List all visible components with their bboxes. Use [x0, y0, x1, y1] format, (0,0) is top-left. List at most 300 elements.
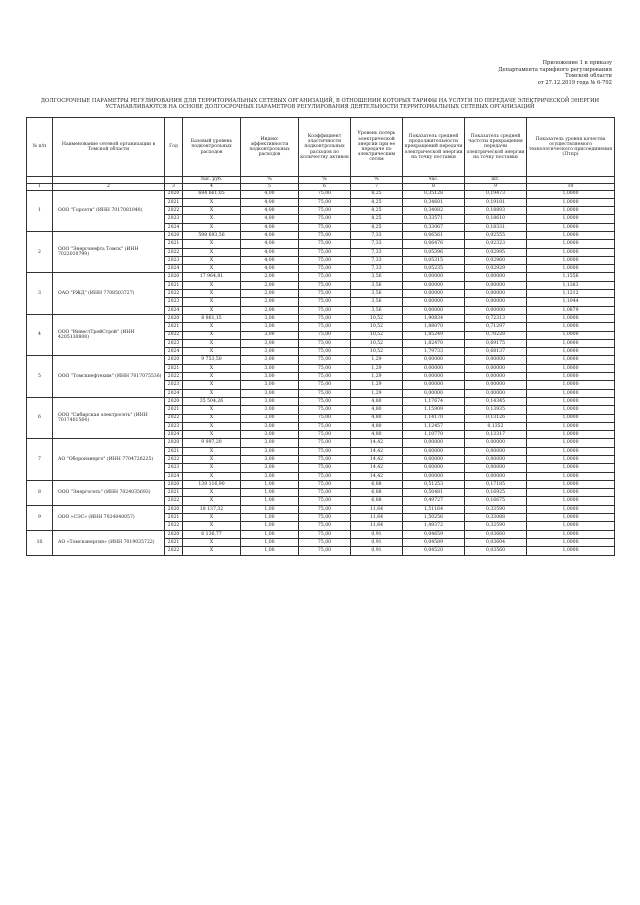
table-cell: 6,88: [351, 497, 403, 505]
table-cell: X: [183, 265, 241, 273]
table-cell: 1,0000: [527, 190, 615, 198]
table-cell: 4,00: [241, 207, 299, 215]
table-cell: 0,00000: [403, 389, 465, 397]
table-cell: 75,00: [299, 447, 351, 455]
table-cell: 2021: [165, 514, 183, 522]
table-cell: 2023: [165, 256, 183, 264]
table-cell: 7,33: [351, 240, 403, 248]
appendix-line-1: Приложение 1 к приказу: [542, 60, 612, 66]
table-cell: 75,00: [299, 497, 351, 505]
table-cell: 0,16675: [465, 497, 527, 505]
table-cell: 0,1352: [465, 422, 527, 430]
table-cell: 2020: [165, 505, 183, 513]
table-cell: X: [183, 414, 241, 422]
table-body: [27, 190, 615, 555]
table-cell: 75,00: [299, 223, 351, 231]
table-row: [27, 231, 615, 239]
table-cell: 2021: [165, 281, 183, 289]
table-cell: 2022: [165, 373, 183, 381]
table-cell: 3,56: [351, 290, 403, 298]
table-cell: 2022: [165, 248, 183, 256]
table-cell: 2020: [165, 480, 183, 488]
table-cell: 2023: [165, 339, 183, 347]
table-cell: 75,00: [299, 538, 351, 546]
table-cell: 1,0000: [527, 207, 615, 215]
table-cell: 2022: [165, 331, 183, 339]
table-cell: X: [183, 364, 241, 372]
table-cell: 3,00: [241, 406, 299, 414]
org-name-cell: ООО «СЭС» (ИНН 7024040057): [53, 505, 165, 530]
table-cell: X: [183, 472, 241, 480]
table-cell: 0,00000: [465, 447, 527, 455]
table-cell: 0,00000: [465, 389, 527, 397]
table-cell: 75,00: [299, 248, 351, 256]
unit-cell: %: [351, 177, 403, 184]
table-cell: X: [183, 456, 241, 464]
table-row: [27, 356, 615, 364]
table-cell: 75,00: [299, 422, 351, 430]
org-number-cell: 10: [27, 530, 53, 555]
table-cell: 1,12457: [403, 422, 465, 430]
table-cell: 1,88070: [403, 323, 465, 331]
table-cell: 0,00000: [403, 356, 465, 364]
table-cell: 4,00: [241, 231, 299, 239]
table-cell: 1,0000: [527, 331, 615, 339]
table-cell: 0,00000: [465, 356, 527, 364]
table-cell: 0,05396: [403, 248, 465, 256]
table-cell: 0,70228: [465, 331, 527, 339]
table-cell: X: [183, 290, 241, 298]
org-number-cell: 2: [27, 231, 53, 272]
title-line-2: УСТАНАВЛИВАЮТСЯ НА ОСНОВЕ ДОЛГОСРОЧНЫХ ПАРАМЕТРОВ РЕГУЛИРОВАНИЯ ДЕЯТЕЛЬНОСТИ ТЕРРИТОРИАЛЬНЫХ СЕТЕВЫХ ОРГАНИЗАЦИЙ: [105, 104, 535, 111]
table-cell: 2021: [165, 364, 183, 372]
table-cell: 2021: [165, 198, 183, 206]
table-cell: 1,1044: [527, 298, 615, 306]
table-cell: 75,00: [299, 265, 351, 273]
table-cell: 75,00: [299, 314, 351, 322]
table-cell: 75,00: [299, 431, 351, 439]
table-cell: 1,14170: [403, 414, 465, 422]
table-cell: 1,0000: [527, 397, 615, 405]
table-cell: 1,10770: [403, 431, 465, 439]
table-cell: 0,00000: [465, 306, 527, 314]
table-cell: 75,00: [299, 514, 351, 522]
table-cell: 2020: [165, 314, 183, 322]
table-cell: 0,72313: [465, 314, 527, 322]
table-cell: 2022: [165, 207, 183, 215]
table-cell: 3,00: [241, 381, 299, 389]
table-cell: 0,17185: [465, 480, 527, 488]
table-cell: X: [183, 514, 241, 522]
table-cell: 75,00: [299, 190, 351, 198]
table-cell: 1,0000: [527, 198, 615, 206]
table-cell: 14,42: [351, 447, 403, 455]
table-cell: 0,04659: [403, 530, 465, 538]
table-cell: 75,00: [299, 240, 351, 248]
table-cell: X: [183, 215, 241, 223]
table-cell: 1,0879: [527, 306, 615, 314]
table-cell: 0,49727: [403, 497, 465, 505]
table-cell: 75,00: [299, 522, 351, 530]
table-cell: 2024: [165, 223, 183, 231]
table-row: [27, 314, 615, 322]
table-cell: 75,00: [299, 406, 351, 414]
table-cell: 1,29: [351, 373, 403, 381]
unit-cell: [27, 177, 53, 184]
table-cell: 0,35128: [403, 190, 465, 198]
table-cell: 6 136,77: [183, 530, 241, 538]
title-line-1: ДОЛГОСРОЧНЫЕ ПАРАМЕТРЫ РЕГУЛИРОВАНИЯ ДЛЯ ТЕРРИТОРИАЛЬНЫХ СЕТЕВЫХ ОРГАНИЗАЦИЙ, В ОТНОШЕНИИ КОТОРЫХ ТАРИФЫ НА УСЛУГИ ПО ПЕРЕДАЧЕ ЭЛЕКТРИЧЕСКОЙ ЭНЕРГИИ: [40, 98, 600, 104]
table-cell: 75,00: [299, 397, 351, 405]
table-cell: 0,02929: [465, 265, 527, 273]
table-cell: 0,00000: [403, 472, 465, 480]
table-cell: 2020: [165, 190, 183, 198]
table-cell: 18 137,32: [183, 505, 241, 513]
column-number-cell: 3: [165, 184, 183, 191]
table-cell: 75,00: [299, 414, 351, 422]
appendix-line-4: от 27.12.2019 года № 6-792: [537, 79, 612, 86]
table-cell: 2,00: [241, 281, 299, 289]
table-cell: 0,00000: [403, 373, 465, 381]
table-cell: 0,00000: [403, 439, 465, 447]
table-cell: 598 693,56: [183, 231, 241, 239]
table-cell: 11,64: [351, 505, 403, 513]
table-cell: 0,14345: [465, 397, 527, 405]
table-cell: 1,1556: [527, 273, 615, 281]
table-cell: 10,52: [351, 348, 403, 356]
table-cell: 1,0000: [527, 447, 615, 455]
table-cell: 0,00000: [403, 456, 465, 464]
table-cell: 3,00: [241, 447, 299, 455]
table-cell: X: [183, 422, 241, 430]
table-cell: 3,56: [351, 273, 403, 281]
column-number-cell: 6: [299, 184, 351, 191]
table-cell: 0,00000: [465, 364, 527, 372]
table-cell: X: [183, 306, 241, 314]
table-cell: 0,00000: [403, 290, 465, 298]
table-cell: 1,0000: [527, 248, 615, 256]
table-cell: 0,00000: [403, 364, 465, 372]
table-cell: 2022: [165, 497, 183, 505]
table-cell: X: [183, 406, 241, 414]
table-cell: 2020: [165, 231, 183, 239]
table-cell: 0,00000: [465, 439, 527, 447]
table-cell: 0,02960: [465, 256, 527, 264]
table-cell: 1,0000: [527, 348, 615, 356]
table-cell: 3,00: [241, 356, 299, 364]
table-cell: 0,18610: [465, 215, 527, 223]
table-cell: 1,00: [241, 505, 299, 513]
table-cell: 0,05235: [403, 265, 465, 273]
table-cell: 1,15909: [403, 406, 465, 414]
table-cell: 9 753,50: [183, 356, 241, 364]
table-cell: 75,00: [299, 530, 351, 538]
org-name-cell: ООО "ИнвестТрейСтрой" (ИНН 4205130808): [53, 314, 165, 355]
table-cell: 0,00000: [403, 306, 465, 314]
table-cell: 4,80: [351, 414, 403, 422]
table-cell: 2020: [165, 530, 183, 538]
table-cell: 75,00: [299, 356, 351, 364]
table-cell: 75,00: [299, 215, 351, 223]
table-cell: 1,00: [241, 538, 299, 546]
table-cell: 4,00: [241, 198, 299, 206]
table-cell: 0,04520: [403, 547, 465, 555]
table-cell: 75,00: [299, 456, 351, 464]
org-name-cell: ОАО "РЖД" (ИНН 7708503727): [53, 273, 165, 314]
table-cell: 3,00: [241, 331, 299, 339]
table-cell: 3,56: [351, 281, 403, 289]
table-cell: 1,0000: [527, 514, 615, 522]
table-cell: 1,00: [241, 480, 299, 488]
table-cell: 1,0000: [527, 231, 615, 239]
appendix-line-3: Томской области: [565, 73, 612, 80]
table-cell: 0,18331: [465, 223, 527, 231]
table-cell: 2024: [165, 265, 183, 273]
table-cell: 1,0000: [527, 389, 615, 397]
table-cell: 0,34601: [403, 198, 465, 206]
table-cell: 1,49372: [403, 522, 465, 530]
table-cell: 1,0000: [527, 480, 615, 488]
table-cell: X: [183, 323, 241, 331]
column-number-cell: 9: [465, 184, 527, 191]
unit-cell: тыс. руб.: [183, 177, 241, 184]
table-cell: X: [183, 373, 241, 381]
table-cell: 75,00: [299, 439, 351, 447]
column-header: Показатель средней частоты прекращения передачи электрической энергии на точку поставки: [465, 118, 527, 177]
org-number-cell: 4: [27, 314, 53, 355]
table-cell: 4,80: [351, 397, 403, 405]
table-cell: 7,33: [351, 265, 403, 273]
table-cell: 0,00000: [465, 281, 527, 289]
org-number-cell: 9: [27, 505, 53, 530]
table-cell: 0,00000: [465, 273, 527, 281]
table-cell: 1,0000: [527, 489, 615, 497]
table-cell: 1,0000: [527, 456, 615, 464]
table-cell: 2023: [165, 464, 183, 472]
table-cell: 10,52: [351, 314, 403, 322]
unit-cell: %: [241, 177, 299, 184]
table-cell: 2023: [165, 215, 183, 223]
table-cell: 1,29: [351, 356, 403, 364]
table-cell: 3,00: [241, 456, 299, 464]
table-cell: 0,00000: [403, 298, 465, 306]
column-header: № п/п: [27, 118, 53, 177]
table-cell: 1,29: [351, 389, 403, 397]
table-cell: 2022: [165, 414, 183, 422]
table-cell: 75,00: [299, 281, 351, 289]
table-cell: 4,00: [241, 223, 299, 231]
table-cell: 0,69175: [465, 339, 527, 347]
table-row: [27, 505, 615, 513]
table-cell: 3,56: [351, 298, 403, 306]
table-cell: X: [183, 298, 241, 306]
table-cell: 17 964,81: [183, 273, 241, 281]
table-cell: X: [183, 256, 241, 264]
table-cell: 0,33571: [403, 215, 465, 223]
table-cell: 75,00: [299, 472, 351, 480]
table-cell: X: [183, 248, 241, 256]
table-cell: 75,00: [299, 231, 351, 239]
table-cell: 35 504,26: [183, 397, 241, 405]
table-cell: 2021: [165, 406, 183, 414]
table-cell: 75,00: [299, 505, 351, 513]
table-header-row: [27, 118, 615, 177]
org-name-cell: ООО "Энергонефть Томск" (ИНН 7022010799): [53, 231, 165, 272]
document-title: [26, 98, 614, 111]
table-cell: 1,29: [351, 381, 403, 389]
table-cell: 1,0000: [527, 215, 615, 223]
table-cell: 1,0000: [527, 530, 615, 538]
table-cell: 6,88: [351, 489, 403, 497]
org-number-cell: 8: [27, 480, 53, 505]
column-number-cell: 10: [527, 184, 615, 191]
appendix-note: [498, 60, 612, 86]
table-cell: 3,00: [241, 348, 299, 356]
table-cell: 75,00: [299, 207, 351, 215]
org-name-cell: АО "Оборонэнерго" (ИНН 7704726225): [53, 439, 165, 480]
table-cell: 3,00: [241, 414, 299, 422]
column-header: Год: [165, 118, 183, 177]
table-cell: 2021: [165, 538, 183, 546]
table-cell: X: [183, 538, 241, 546]
table-cell: 1,0000: [527, 547, 615, 555]
column-number-cell: 7: [351, 184, 403, 191]
table-cell: 0,06561: [403, 231, 465, 239]
table-cell: 0,00000: [403, 273, 465, 281]
table-cell: 75,00: [299, 339, 351, 347]
table-cell: X: [183, 489, 241, 497]
table-cell: 4,80: [351, 431, 403, 439]
table-cell: 0,71297: [465, 323, 527, 331]
column-number-cell: 5: [241, 184, 299, 191]
table-cell: 3,00: [241, 339, 299, 347]
table-cell: 10,52: [351, 323, 403, 331]
table-cell: 0,34082: [403, 207, 465, 215]
table-cell: 1,00: [241, 497, 299, 505]
table-cell: 3,00: [241, 364, 299, 372]
org-number-cell: 5: [27, 356, 53, 397]
table-cell: 139 116,90: [183, 480, 241, 488]
table-cell: 0,04589: [403, 538, 465, 546]
table-cell: 1,82470: [403, 339, 465, 347]
table-cell: 1,0000: [527, 431, 615, 439]
column-number-cell: 1: [27, 184, 53, 191]
table-cell: 3,00: [241, 373, 299, 381]
table-cell: 0,33067: [403, 223, 465, 231]
table-cell: 1,0000: [527, 373, 615, 381]
table-cell: 2023: [165, 422, 183, 430]
table-cell: 7,33: [351, 256, 403, 264]
org-name-cell: ООО "Сибирская электросеть" (ИНН 7017401564): [53, 397, 165, 438]
table-cell: 75,00: [299, 381, 351, 389]
table-cell: 4,00: [241, 256, 299, 264]
column-header: Уровень потерь электрической энергии при ее передаче по электрическим сетям: [351, 118, 403, 177]
table-cell: 75,00: [299, 389, 351, 397]
table-cell: 8,25: [351, 223, 403, 231]
table-cell: 75,00: [299, 198, 351, 206]
table-cell: 14,42: [351, 456, 403, 464]
table-cell: 1,0000: [527, 497, 615, 505]
table-cell: 1,0000: [527, 265, 615, 273]
unit-cell: [527, 177, 615, 184]
table-cell: 2024: [165, 306, 183, 314]
table-cell: 4,00: [241, 248, 299, 256]
table-cell: 0,00000: [403, 381, 465, 389]
table-cell: 6,88: [351, 480, 403, 488]
table-row: [27, 397, 615, 405]
table-cell: 9 997,20: [183, 439, 241, 447]
table-cell: 1,79733: [403, 348, 465, 356]
table-cell: 3,00: [241, 431, 299, 439]
table-cell: X: [183, 431, 241, 439]
table-cell: 75,00: [299, 306, 351, 314]
table-cell: X: [183, 522, 241, 530]
table-cell: X: [183, 447, 241, 455]
table-cell: 1,0000: [527, 472, 615, 480]
table-cell: 2021: [165, 489, 183, 497]
org-number-cell: 3: [27, 273, 53, 314]
table-cell: 0,03660: [465, 530, 527, 538]
table-cell: 0,91: [351, 538, 403, 546]
org-name-cell: ООО "Энергосеть" (ИНН 7024035693): [53, 480, 165, 505]
table-cell: 75,00: [299, 489, 351, 497]
table-cell: 2020: [165, 356, 183, 364]
table-cell: X: [183, 207, 241, 215]
table-cell: 4,00: [241, 240, 299, 248]
table-cell: 75,00: [299, 323, 351, 331]
table-cell: 4,80: [351, 406, 403, 414]
unit-cell: час.: [403, 177, 465, 184]
table-cell: 10,52: [351, 339, 403, 347]
table-cell: 75,00: [299, 256, 351, 264]
table-cell: 0,13935: [465, 406, 527, 414]
table-cell: 1,00: [241, 522, 299, 530]
table-cell: 0,91: [351, 547, 403, 555]
table-cell: 1,0000: [527, 522, 615, 530]
table-cell: 0,33590: [465, 505, 527, 513]
table-cell: 1,0000: [527, 314, 615, 322]
table-cell: 0,03560: [465, 547, 527, 555]
table-cell: 2022: [165, 522, 183, 530]
table-cell: 8,25: [351, 215, 403, 223]
column-header: Индекс эффективности подконтрольных расходов: [241, 118, 299, 177]
table-cell: 4,00: [241, 215, 299, 223]
table-cell: 1,00: [241, 530, 299, 538]
table-cell: 3,00: [241, 472, 299, 480]
table-cell: 75,00: [299, 348, 351, 356]
table-cell: 7,33: [351, 231, 403, 239]
table-cell: 14,42: [351, 472, 403, 480]
table-cell: 2020: [165, 439, 183, 447]
table-cell: 4,80: [351, 422, 403, 430]
appendix-line-2: Департамента тарифного регулирования: [498, 66, 612, 73]
table-cell: 11,64: [351, 514, 403, 522]
table-cell: 2,00: [241, 298, 299, 306]
table-cell: 75,00: [299, 480, 351, 488]
table-cell: 75,00: [299, 464, 351, 472]
table-cell: 3,00: [241, 422, 299, 430]
table-cell: 1,0000: [527, 406, 615, 414]
table-cell: 0,02995: [465, 248, 527, 256]
table-cell: 75,00: [299, 547, 351, 555]
table-cell: 1,0000: [527, 240, 615, 248]
table-cell: 75,00: [299, 364, 351, 372]
table-cell: X: [183, 339, 241, 347]
table-cell: 0,00000: [403, 281, 465, 289]
unit-cell: [165, 177, 183, 184]
table-cell: 2024: [165, 472, 183, 480]
table-cell: 3,00: [241, 323, 299, 331]
